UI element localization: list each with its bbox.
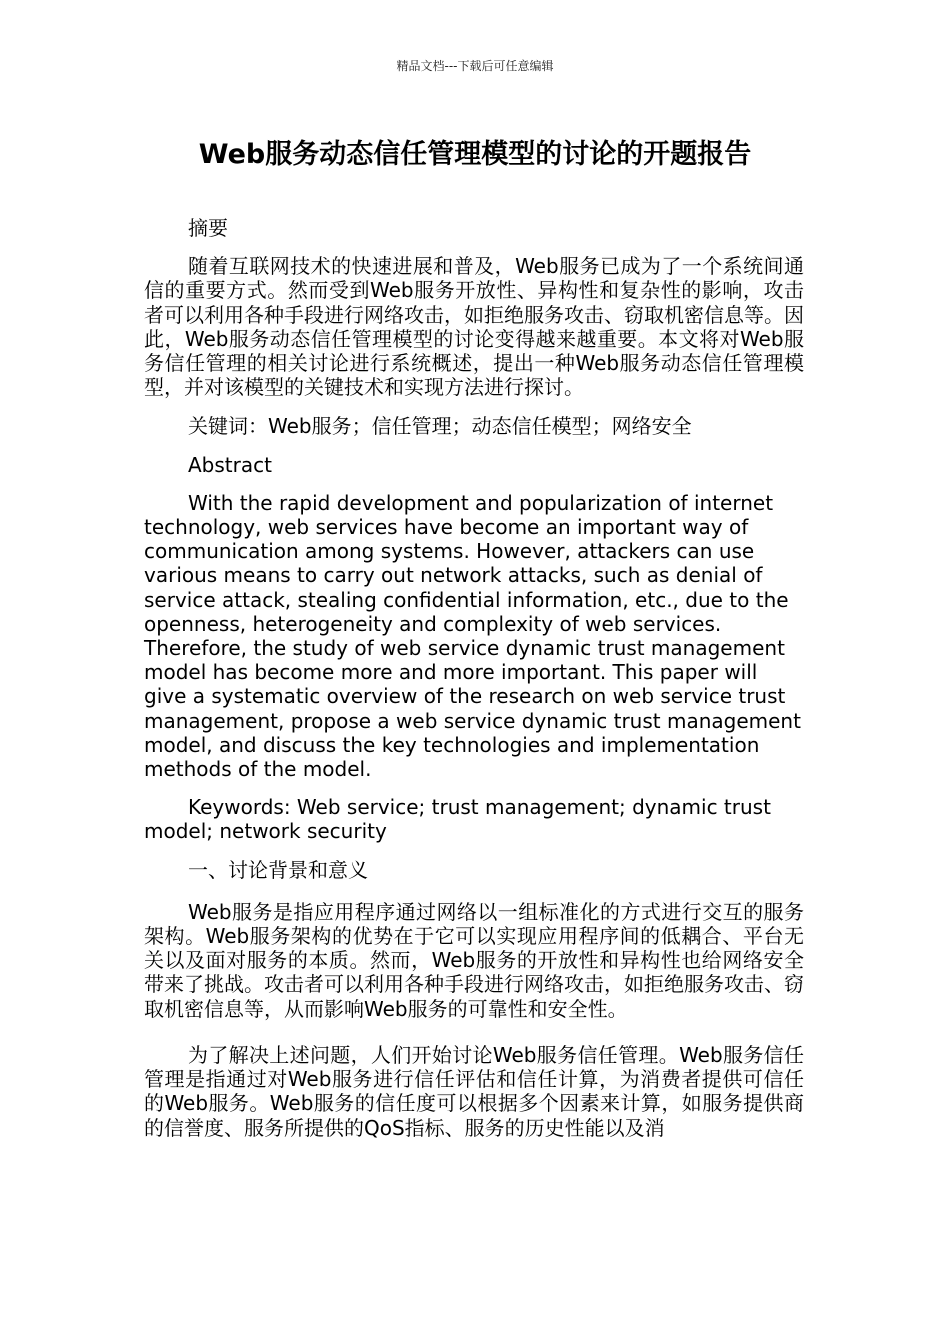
abstract-cn-heading: 摘要 bbox=[188, 216, 228, 240]
section1-heading: 一、讨论背景和意义 bbox=[188, 857, 368, 882]
document-body bbox=[144, 216, 804, 1140]
section1-paragraph-1: Web服务是指应用程序通过网络以一组标准化的方式进行交互的服务架构。Web服务架构的优势在于它可以实现应用程序间的低耦合、平台无关以及面对服务的本质。然而，Web服务的开放性和异构性也给网络安全带来了挑战。攻击者可以利用各种手段进行网络攻击，如拒绝服务攻击、窃取机密信息等，从而影响Web服务的可靠性和安全性。 bbox=[144, 899, 804, 1021]
abstract-cn-paragraph: 随着互联网技术的快速进展和普及，Web服务已成为了一个系统间通信的重要方式。然而受到Web服务开放性、异构性和复杂性的影响，攻击者可以利用各种手段进行网络攻击，如拒绝服务攻击、窃取机密信息等。因此，Web服务动态信任管理模型的讨论变得越来越重要。本文将对Web服务信任管理的相关讨论进行系统概述，提出一种Web服务动态信任管理模型，并对该模型的关键技术和实现方法进行探讨。 bbox=[144, 254, 804, 400]
document-title: Web服务动态信任管理模型的讨论的开题报告 bbox=[198, 139, 752, 170]
header-note: 精品文档---下载后可任意编辑 bbox=[396, 59, 554, 73]
keywords-en: Keywords: Web service; trust management; dynamic trust model; network security bbox=[144, 795, 771, 844]
abstract-cn-block bbox=[144, 254, 804, 399]
section1-paragraph-2: 为了解决上述问题，人们开始讨论Web服务信任管理。Web服务信任管理是指通过对Web服务进行信任评估和信任计算，为消费者提供可信任的Web服务。Web服务的信任度可以根据多个因素来计算，如服务提供商的信誉度、服务所提供的QoS指标、服务的历史性能以及消 bbox=[144, 1042, 804, 1140]
abstract-en-heading: Abstract bbox=[188, 452, 272, 477]
section1-body bbox=[144, 900, 804, 1140]
keywords-cn: 关键词：Web服务；信任管理；动态信任模型；网络安全 bbox=[188, 414, 692, 439]
abstract-en-paragraph: With the rapid development and popularization of internet technology, web services have become an important way of communication among systems. However, attackers can use various means to carry out network attacks, such as denial of service attack, stealing confidential information, etc., due to the openness, heterogeneity and complexity of web services. Therefore, the study of web service dynamic trust management model has become more and more important. This paper will give a systematic overview of the research on web service trust management, propose a web service dynamic trust management model, and discuss the key technologies and implementation methods of the model. bbox=[144, 490, 801, 782]
